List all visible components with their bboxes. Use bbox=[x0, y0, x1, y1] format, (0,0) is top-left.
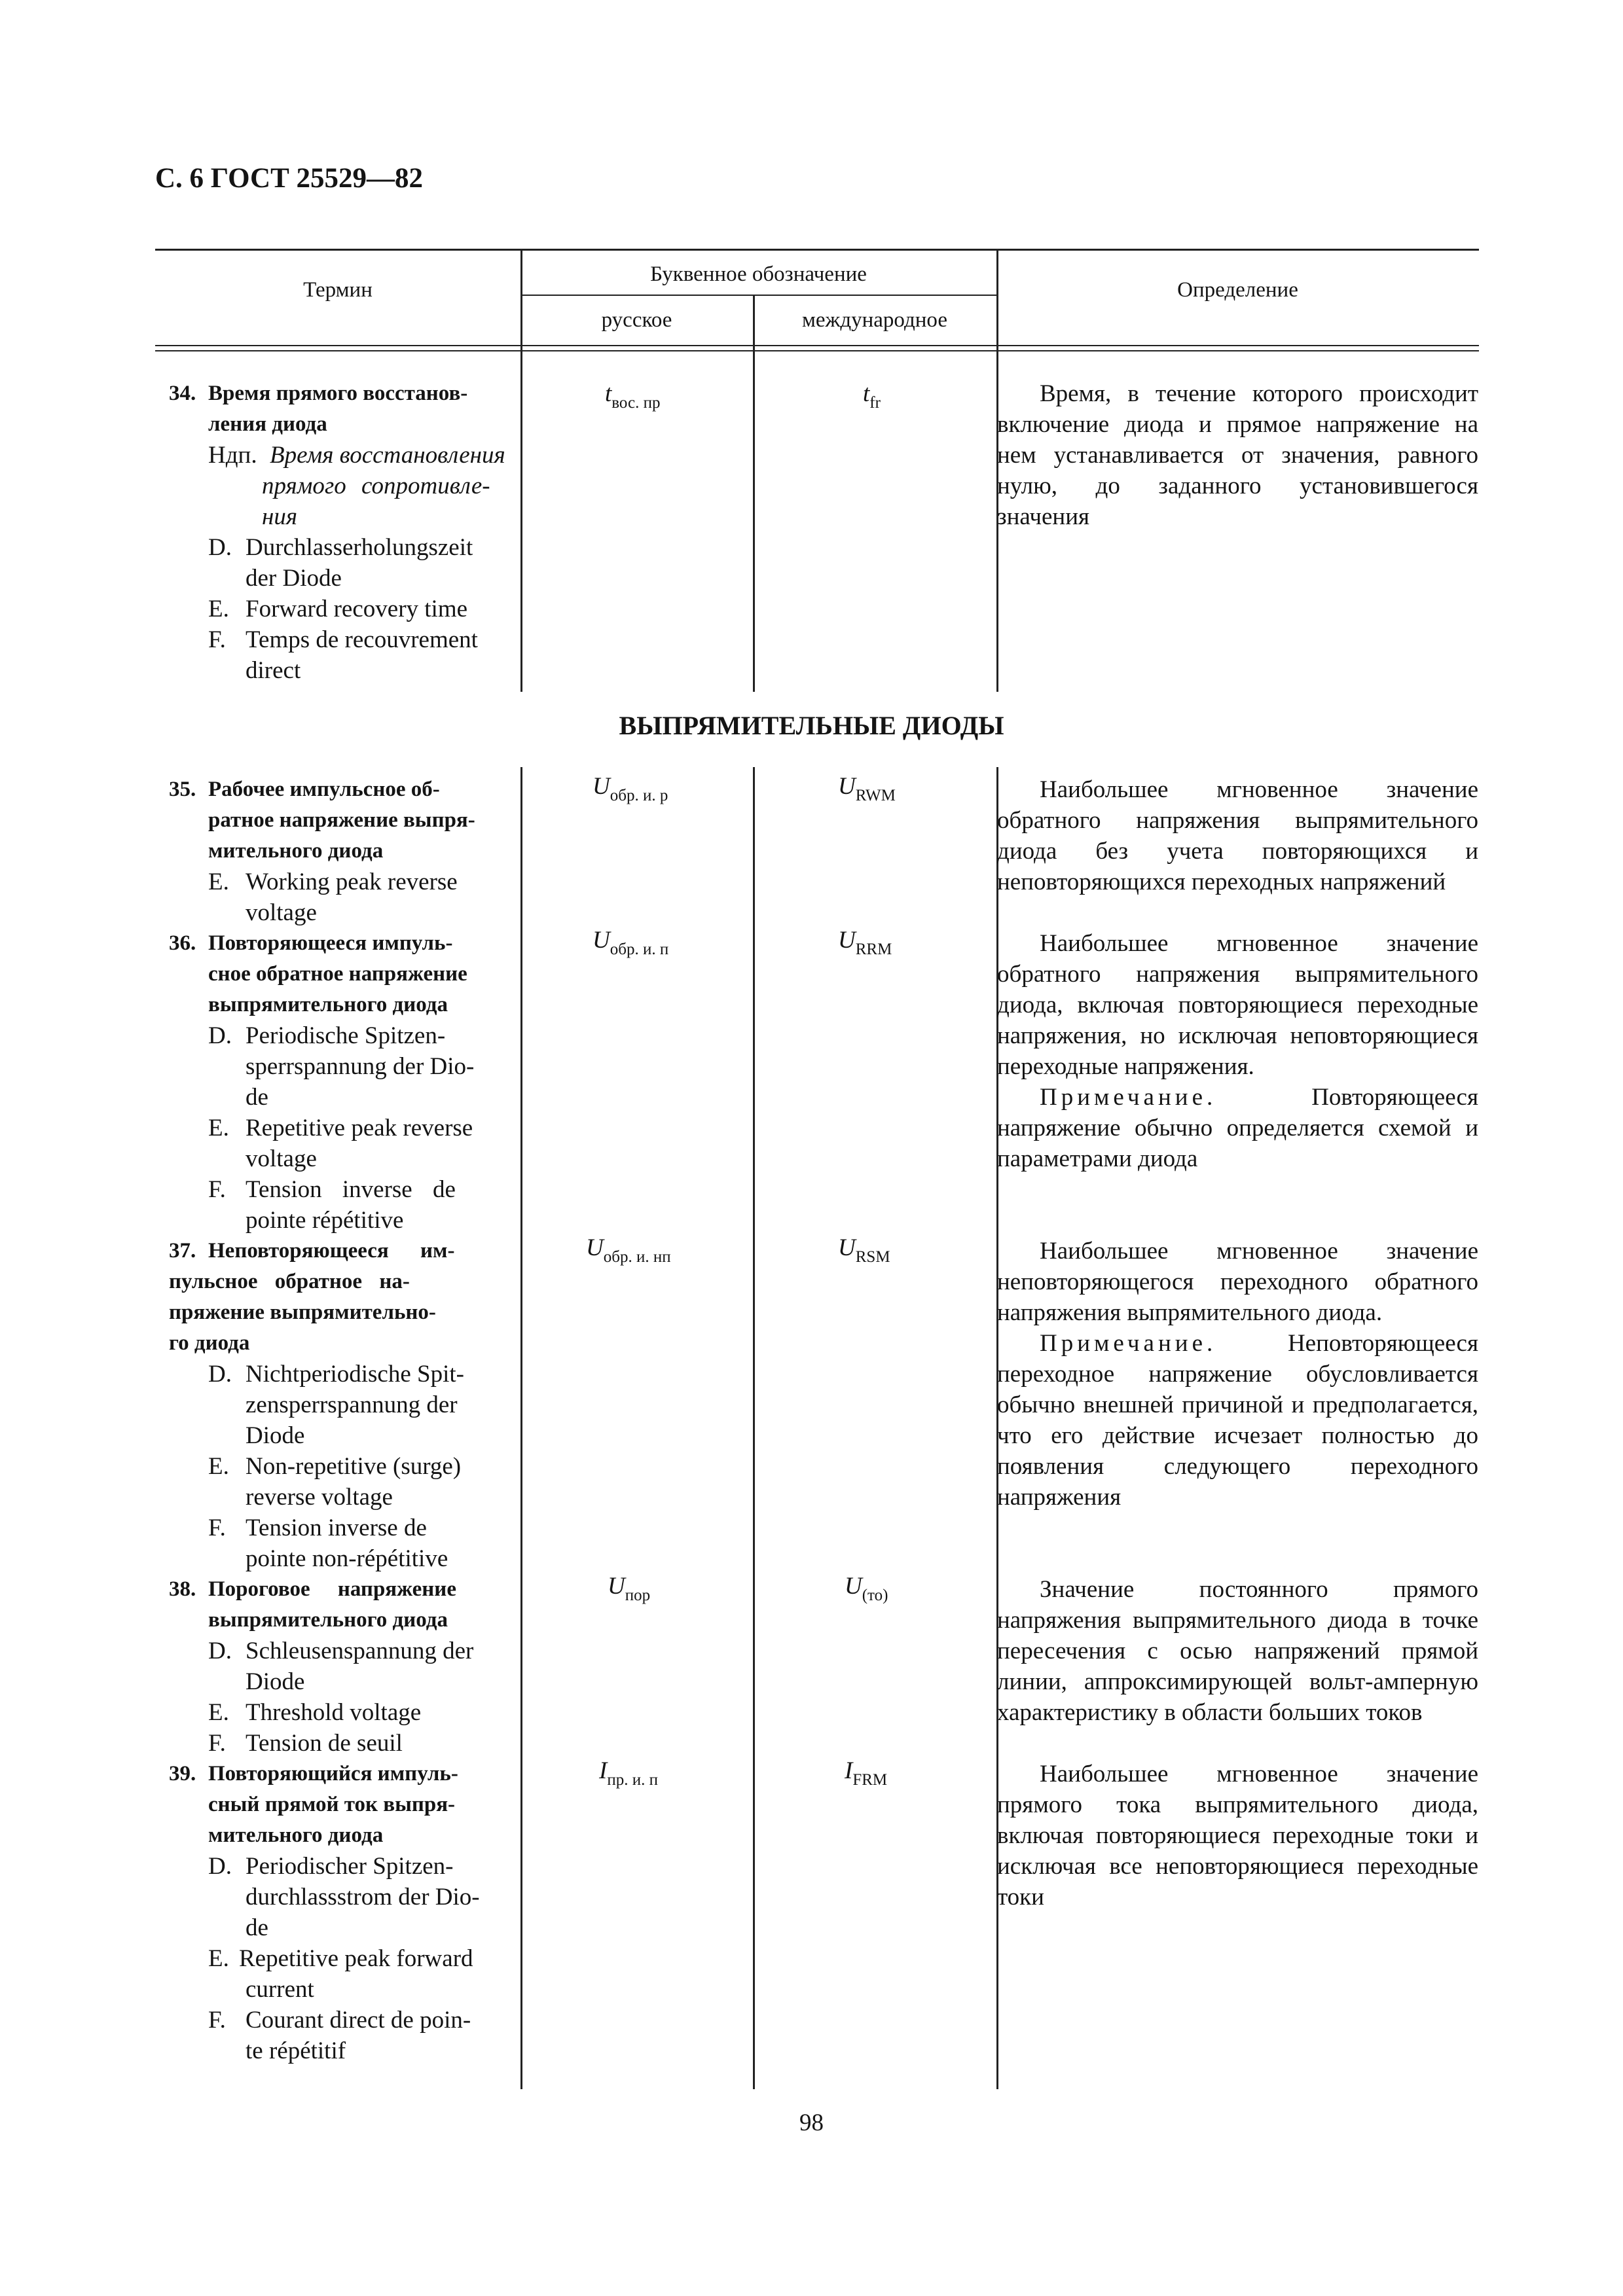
variant-term: Tension inverse de bbox=[246, 1515, 427, 1541]
ndp-prefix: Ндп. bbox=[208, 442, 257, 469]
variant-term: voltage bbox=[246, 899, 317, 926]
variant-term: voltage bbox=[246, 1145, 317, 1172]
page-title: С. 6 ГОСТ 25529—82 bbox=[155, 163, 424, 194]
variant-prefix: E. bbox=[208, 869, 229, 895]
variant-prefix: E. bbox=[208, 1945, 229, 1972]
variant-term: Courant direct de poin- bbox=[246, 2007, 471, 2034]
russian-symbol: $U_{пор}$ bbox=[608, 1573, 651, 1604]
ndp-term: прямого сопротивле- bbox=[262, 473, 490, 499]
variant-term: te répétitif bbox=[246, 2037, 346, 2064]
definition bbox=[997, 928, 1478, 1174]
international-symbol: $U_{RWM}$ bbox=[838, 773, 896, 804]
variant-prefix: E. bbox=[208, 1453, 229, 1480]
variant-term: sperrspannung der Dio- bbox=[246, 1053, 475, 1080]
table-top-rule bbox=[155, 249, 1479, 251]
variant-term: Non-repetitive (surge) bbox=[246, 1453, 462, 1480]
russian-symbol: $I_{пр. и. п}$ bbox=[599, 1757, 658, 1789]
international-symbol: $U_{RSM}$ bbox=[838, 1234, 890, 1266]
term-name: мительного диода bbox=[208, 839, 384, 863]
term-name: ратное напряжение выпря- bbox=[208, 808, 475, 832]
term-name: пряжение выпрямительно- bbox=[169, 1300, 436, 1324]
term-name: Неповторяющееся им- bbox=[208, 1239, 455, 1263]
definition: Наибольшее мгновенное значение обратного напряжения выпрямительного диода без учета повторяющихся и неповторяющихся переходных напряжений bbox=[997, 776, 1478, 895]
variant-term: Nichtperiodische Spit- bbox=[246, 1361, 464, 1388]
block1-col-divider-2 bbox=[753, 351, 755, 692]
variant-term: Schleusenspannung der bbox=[246, 1638, 474, 1664]
variant-prefix: F. bbox=[208, 2007, 226, 2034]
international-symbol: $I_{FRM}$ bbox=[845, 1757, 888, 1789]
term-number: 39. bbox=[169, 1762, 196, 1785]
note-label: Примечание. bbox=[1040, 1330, 1217, 1357]
variant-prefix: D. bbox=[208, 534, 232, 561]
header-russian: русское bbox=[601, 308, 672, 332]
term-name: Время прямого восстанов- bbox=[208, 382, 468, 405]
variant-term: de bbox=[246, 1084, 268, 1111]
term-name: пульсное обратное на- bbox=[169, 1270, 410, 1293]
russian-symbol: $t_{вос. пр}$ bbox=[605, 380, 661, 412]
term-number: 36. bbox=[169, 931, 196, 955]
variant-term: durchlassstrom der Dio- bbox=[246, 1884, 480, 1910]
variant-term: zensperrspannung der bbox=[246, 1391, 458, 1418]
header-bottom-rule-1 bbox=[155, 345, 1479, 346]
variant-prefix: D. bbox=[208, 1638, 232, 1664]
russian-symbol: $U_{обр. и. п}$ bbox=[593, 927, 669, 958]
term-name: сное обратное напряжение bbox=[208, 962, 467, 986]
international-symbol: $U_{(то)}$ bbox=[845, 1573, 888, 1604]
variant-term: Durchlasserholungszeit bbox=[246, 534, 473, 561]
term-number: 37. bbox=[169, 1239, 196, 1263]
note-label: Примечание. bbox=[1040, 1084, 1217, 1111]
variant-term: Diode bbox=[246, 1668, 305, 1695]
variant-prefix: E. bbox=[208, 1699, 229, 1726]
russian-symbol: $U_{обр. и. нп}$ bbox=[586, 1234, 671, 1266]
header-subdivider bbox=[520, 295, 996, 296]
note-text: Неповторяющееся переходное напряжение обусловливается обычно внешней причиной и предполагается, что его действие исчезает полностью до появления следующего переходного напряжения bbox=[997, 1330, 1478, 1511]
variant-term: Threshold voltage bbox=[246, 1699, 422, 1726]
definition: Наибольшее мгновенное значение прямого тока выпрямительного диода, включая повторяющиеся переходные токи и исключая все неповторяющиеся переходные токи bbox=[997, 1761, 1478, 1910]
variant-prefix: E. bbox=[208, 596, 229, 622]
variant-prefix: F. bbox=[208, 1176, 226, 1203]
definition-text: Наибольшее мгновенное значение неповторяющегося переходного обратного напряжения выпрямительного диода. bbox=[997, 1238, 1478, 1326]
section-title: ВЫПРЯМИТЕЛЬНЫЕ ДИОДЫ bbox=[619, 711, 1004, 740]
variant-term: Working peak reverse bbox=[246, 869, 458, 895]
ndp-term: Время восстановления bbox=[270, 442, 505, 469]
variant-prefix: F. bbox=[208, 1515, 226, 1541]
definition-text: Наибольшее мгновенное значение обратного напряжения выпрямительного диода, включая повторяющиеся переходные напряжения, но исключая неповторяющиеся переходные напряжения. bbox=[997, 930, 1478, 1080]
definition: Время, в течение которого происходит включение диода и прямое напряжение на нем устанавливается от значения, равного нулю, до заданного установившегося значения bbox=[997, 380, 1478, 530]
term-name: Повторяющееся импуль- bbox=[208, 931, 453, 955]
term-name: го диода bbox=[169, 1331, 250, 1355]
note-text: Повторяющееся напряжение обычно определяется схемой и параметрами диода bbox=[997, 1084, 1478, 1172]
term-name: Повторяющийся импуль- bbox=[208, 1762, 458, 1785]
definition-note bbox=[997, 1328, 1478, 1513]
term-number: 34. bbox=[169, 382, 196, 405]
variant-term: de bbox=[246, 1914, 268, 1941]
term-number: 35. bbox=[169, 778, 196, 801]
variant-prefix: D. bbox=[208, 1361, 232, 1388]
variant-term: der Diode bbox=[246, 565, 342, 592]
variant-term: Temps de recouvrement bbox=[246, 626, 478, 653]
international-symbol: $U_{RRM}$ bbox=[838, 927, 892, 958]
variant-term: Forward recovery time bbox=[246, 596, 468, 622]
term-name: Пороговое напряжение bbox=[208, 1577, 456, 1601]
definition: Значение постоянного прямого напряжения выпрямительного диода в точке пересечения с осью напряжений прямой линии, аппроксимирующей вольт-амперную характеристику в области больших токов bbox=[997, 1576, 1478, 1726]
variant-term: reverse voltage bbox=[246, 1484, 393, 1511]
variant-term: Periodischer Spitzen- bbox=[246, 1853, 454, 1880]
variant-term: Tension inverse de bbox=[246, 1176, 456, 1203]
definition bbox=[997, 1236, 1478, 1513]
variant-term: Diode bbox=[246, 1422, 305, 1449]
term-name: Рабочее импульсное об- bbox=[208, 778, 440, 801]
international-symbol: $t_{fr}$ bbox=[863, 380, 881, 412]
variant-prefix: D. bbox=[208, 1853, 232, 1880]
term-name: выпрямительного диода bbox=[208, 1608, 448, 1632]
header-term: Термин bbox=[303, 278, 373, 302]
definition-note bbox=[997, 1082, 1478, 1174]
variant-term: current bbox=[246, 1976, 314, 2003]
variant-term: Repetitive peak reverse bbox=[246, 1115, 473, 1141]
variant-term: Repetitive peak forward bbox=[239, 1945, 473, 1972]
term-name: мительного диода bbox=[208, 1823, 384, 1847]
block1-col-divider-1 bbox=[520, 351, 522, 692]
variant-term: direct bbox=[246, 657, 301, 684]
variant-term: Periodische Spitzen- bbox=[246, 1022, 446, 1049]
term-name: выпрямительного диода bbox=[208, 993, 448, 1016]
russian-symbol: $U_{обр. и. р}$ bbox=[593, 773, 668, 804]
block2-col-divider-2 bbox=[753, 767, 755, 2089]
variant-term: pointe répétitive bbox=[246, 1207, 404, 1234]
header-letter-designation: Буквенное обозначение bbox=[650, 262, 867, 286]
variant-prefix: F. bbox=[208, 626, 226, 653]
variant-prefix: D. bbox=[208, 1022, 232, 1049]
header-definition: Определение bbox=[1177, 278, 1298, 302]
page-number: 98 bbox=[799, 2109, 824, 2136]
header-bottom-rule-2 bbox=[155, 350, 1479, 351]
variant-prefix: E. bbox=[208, 1115, 229, 1141]
variant-prefix: F. bbox=[208, 1730, 226, 1757]
variant-term: Tension de seuil bbox=[246, 1730, 403, 1757]
term-name: ления диода bbox=[208, 412, 327, 436]
term-number: 38. bbox=[169, 1577, 196, 1601]
block2-col-divider-1 bbox=[520, 767, 522, 2089]
ndp-term: ния bbox=[262, 503, 298, 530]
variant-term: pointe non-répétitive bbox=[246, 1545, 448, 1572]
term-name: сный прямой ток выпря- bbox=[208, 1793, 456, 1816]
header-international: международное bbox=[802, 308, 947, 332]
